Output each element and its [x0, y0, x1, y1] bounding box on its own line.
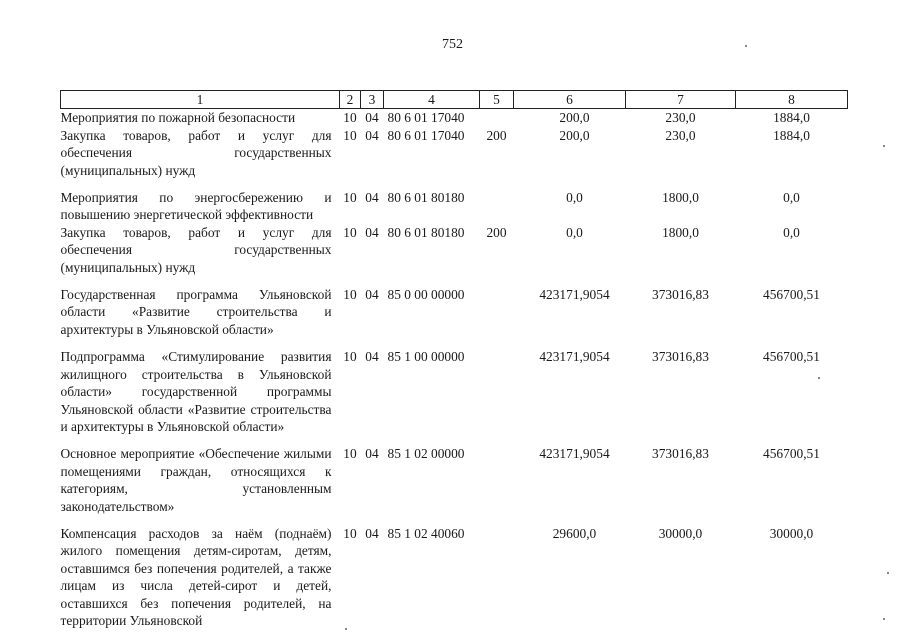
row-subsection: 04	[365, 446, 379, 462]
row-expense-type	[480, 445, 514, 525]
scan-speck	[887, 572, 889, 574]
row-amount-col6: 423171,9054	[539, 349, 610, 365]
row-target-code: 85 0 00 00000	[387, 287, 465, 303]
row-name: Закупка товаров, работ и услуг для обеспечения государственных (муниципальных) нужд	[60, 127, 332, 178]
row-expense-type	[480, 286, 514, 348]
row-subsection: 04	[365, 224, 379, 240]
row-amount-col8: 456700,51	[763, 446, 820, 462]
table-row	[61, 109, 848, 127]
table-row	[61, 348, 848, 445]
row-amount-col6: 0,0	[566, 224, 583, 240]
row-section: 10	[343, 110, 357, 126]
row-name: Подпрограмма «Стимулирование развития жилищного строительства в Ульяновской области» государственной программы Ульяновской области «Развитие строительства и архитектуры в Ульяновской области»	[60, 349, 332, 434]
table-body	[61, 109, 848, 629]
row-name: Государственная программа Ульяновской области «Развитие строительства и архитектуры в Ульяновской области»	[60, 287, 332, 337]
row-subsection: 04	[365, 110, 379, 126]
table-row	[61, 224, 848, 286]
header-col-6: 6	[514, 91, 626, 109]
table-row	[61, 189, 848, 224]
row-section: 10	[343, 224, 357, 240]
budget-table-container	[60, 90, 847, 629]
row-amount-col8: 456700,51	[763, 287, 820, 303]
table-row	[61, 127, 848, 189]
table-row	[61, 286, 848, 348]
header-col-5: 5	[480, 91, 514, 109]
row-amount-col8: 1884,0	[773, 110, 810, 126]
row-amount-col8: 0,0	[783, 224, 800, 240]
row-amount-col7: 373016,83	[652, 446, 709, 462]
scan-speck	[745, 45, 747, 47]
row-amount-col7: 373016,83	[652, 287, 709, 303]
row-amount-col7: 30000,0	[658, 525, 703, 541]
header-col-2: 2	[340, 91, 361, 109]
scan-speck	[883, 145, 885, 147]
row-subsection: 04	[365, 127, 379, 143]
header-col-3: 3	[361, 91, 384, 109]
row-expense-type	[480, 189, 514, 224]
row-expense-type	[480, 109, 514, 127]
row-name: Компенсация расходов за наём (поднаём) жилого помещения детям-сиротам, детям, оставшимся без попечения родителей, а также лицам из числа детей-сирот и детей, оставшихся без попечения родителей, на территории Ульяновской	[60, 525, 332, 628]
row-target-code: 80 6 01 17040	[387, 110, 465, 126]
row-amount-col6: 423171,9054	[539, 446, 610, 462]
row-target-code: 80 6 01 80180	[387, 224, 465, 240]
row-amount-col6: 0,0	[566, 190, 583, 206]
row-amount-col7: 373016,83	[652, 349, 709, 365]
row-amount-col6: 423171,9054	[539, 287, 610, 303]
header-row	[61, 91, 848, 109]
row-amount-col6: 29600,0	[552, 525, 597, 541]
table-row	[61, 525, 848, 629]
scan-speck	[818, 377, 820, 379]
row-amount-col8: 456700,51	[763, 349, 820, 365]
row-amount-col7: 1800,0	[662, 224, 699, 240]
row-amount-col8: 30000,0	[769, 525, 814, 541]
row-subsection: 04	[365, 287, 379, 303]
row-section: 10	[343, 446, 357, 462]
row-expense-type	[480, 525, 514, 629]
scan-speck	[883, 618, 885, 620]
row-name: Закупка товаров, работ и услуг для обеспечения государственных (муниципальных) нужд	[60, 224, 332, 275]
row-subsection: 04	[365, 525, 379, 541]
row-section: 10	[343, 127, 357, 143]
row-name: Мероприятия по пожарной безопасности	[60, 110, 296, 126]
row-amount-col7: 230,0	[665, 110, 696, 126]
row-amount-col7: 230,0	[665, 127, 696, 143]
row-target-code: 80 6 01 17040	[387, 127, 465, 143]
row-expense-type: 200	[486, 127, 507, 143]
page-number: 752	[442, 37, 463, 52]
row-target-code: 80 6 01 80180	[387, 190, 465, 206]
row-section: 10	[343, 190, 357, 206]
row-amount-col6: 200,0	[559, 110, 590, 126]
row-expense-type: 200	[486, 224, 507, 240]
header-col-7: 7	[626, 91, 736, 109]
header-col-1: 1	[61, 91, 340, 109]
header-col-4: 4	[384, 91, 480, 109]
row-amount-col6: 200,0	[559, 127, 590, 143]
row-target-code: 85 1 00 00000	[387, 349, 465, 365]
row-subsection: 04	[365, 349, 379, 365]
table-header	[61, 91, 848, 109]
row-target-code: 85 1 02 00000	[387, 446, 465, 462]
row-amount-col8: 1884,0	[773, 127, 810, 143]
row-section: 10	[343, 287, 357, 303]
row-section: 10	[343, 349, 357, 365]
row-subsection: 04	[365, 190, 379, 206]
row-target-code: 85 1 02 40060	[387, 525, 465, 541]
row-amount-col7: 1800,0	[662, 190, 699, 206]
row-expense-type	[480, 348, 514, 445]
header-col-8: 8	[736, 91, 848, 109]
budget-table	[60, 90, 848, 629]
table-row	[61, 445, 848, 525]
row-amount-col8: 0,0	[783, 190, 800, 206]
row-name: Мероприятия по энергосбережению и повышению энергетической эффективности	[60, 190, 332, 223]
scan-speck	[345, 628, 347, 630]
row-section: 10	[343, 525, 357, 541]
row-name: Основное мероприятие «Обеспечение жилыми помещениями граждан, относящихся к категориям, установленным законодательством»	[60, 446, 332, 514]
